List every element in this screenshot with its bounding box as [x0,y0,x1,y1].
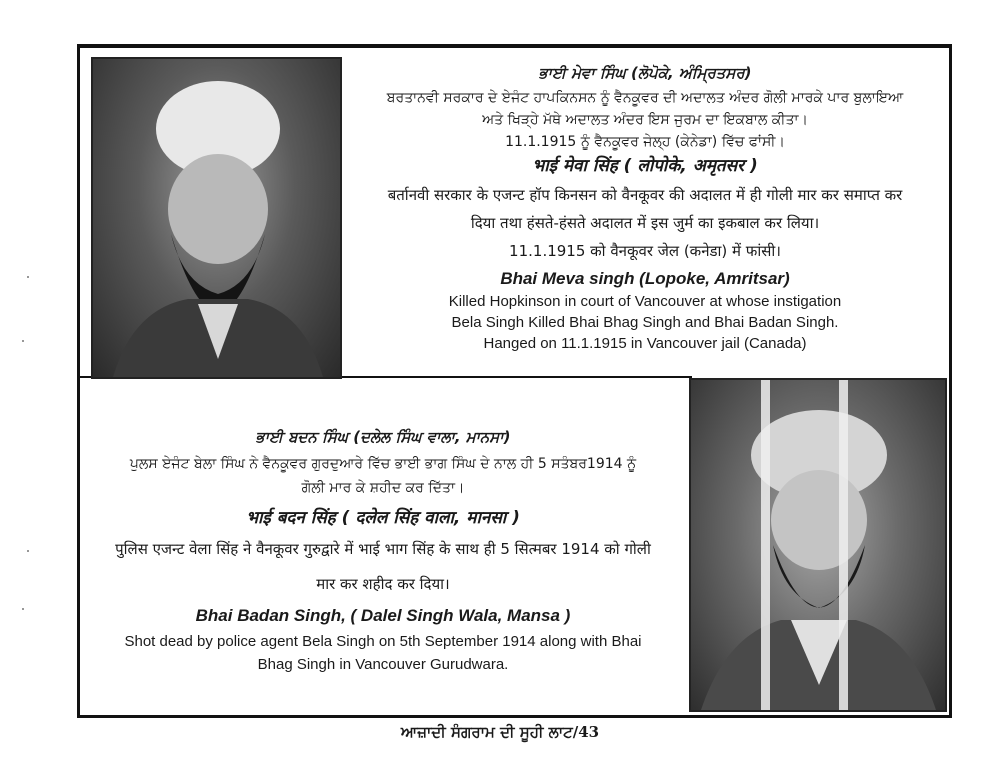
hindi-line-bottom-1: पुलिस एजन्ट वेला सिंह ने वैनकूवर गुरुद्वारे में भाई भाग सिंह के साथ ही 5 सित्मबर 1914 को गोली [115,540,651,558]
hindi-line-top-3: 11.1.1915 को वैनकूवर जेल (कनेडा) में फांसी। [509,242,781,260]
punjabi-title-top: ਭਾਈ ਮੇਵਾ ਸਿੰਘ (ਲੋਪੋਕੇ, ਅੰਮ੍ਰਿਤਸਰ) [538,64,752,82]
page-footer: ਆਜ਼ਾਦੀ ਸੰਗਰਾਮ ਦੀ ਸੂਹੀ ਲਾਟ/43 [400,723,600,741]
scan-speck [22,608,24,610]
english-line-top-1: Killed Hopkinson in court of Vancouver at whose instigation [448,293,842,310]
english-title-bottom: Bhai Badan Singh, ( Dalel Singh Wala, Mansa ) [195,606,571,625]
punjabi-title-bottom: ਭਾਈ ਬਦਨ ਸਿੰਘ (ਦਲੇਲ ਸਿੰਘ ਵਾਲਾ, ਮਾਨਸਾ) [255,428,511,446]
hindi-title-bottom: भाई बदन सिंह ( दलेल सिंह वाला, मानसा ) [246,508,520,528]
hindi-line-top-1: बर्तानवी सरकार के एजन्ट हॉप किनसन को वैनकूवर की अदालत में ही गोली मार कर समाप्त कर [387,186,903,204]
punjabi-line-top-1: ਬਰਤਾਨਵੀ ਸਰਕਾਰ ਦੇ ਏਜੰਟ ਹਾਪਕਿਨਸਨ ਨੂੰ ਵੈਨਕੂਵਰ ਦੀ ਅਦਾਲਤ ਅੰਦਰ ਗੋਲੀ ਮਾਰਕੇ ਪਾਰ ਬੁਲਾਇਆ [386,90,904,106]
punjabi-line-top-2: ਅਤੇ ਖਿੜ੍ਹੇ ਮੱਥੇ ਅਦਾਲਤ ਅੰਦਰ ਇਸ ਜੁਰਮ ਦਾ ਇਕਬਾਲ ਕੀਤਾ। [482,112,808,128]
hindi-line-bottom-2: मार कर शहीद कर दिया। [316,575,450,593]
english-line-bottom-2: Bhag Singh in Vancouver Gurudwara. [257,656,509,673]
scan-speck [27,550,29,552]
punjabi-line-top-3: 11.1.1915 ਨੂੰ ਵੈਨਕੂਵਰ ਜੇਲ੍ਹ (ਕੇਨੇਡਾ) ਵਿੱਚ ਫਾਂਸੀ। [505,134,785,150]
portrait-bhai-meva-singh [91,57,342,379]
english-line-top-2: Bela Singh Killed Bhai Bhag Singh and Bhai Badan Singh. [451,314,839,331]
portrait-bhai-badan-singh [689,378,947,712]
hindi-title-top: भाई मेवा सिंह ( लोपोके, अमृतसर ) [532,156,758,176]
scan-speck [22,340,24,342]
punjabi-line-bottom-1: ਪੁਲਸ ਏਜੰਟ ਬੇਲਾ ਸਿੰਘ ਨੇ ਵੈਨਕੂਵਰ ਗੁਰਦੁਆਰੇ ਵਿੱਚ ਭਾਈ ਭਾਗ ਸਿੰਘ ਦੇ ਨਾਲ ਹੀ 5 ਸਤੰਬਰ1914 ਨੂੰ [129,456,637,472]
english-title-top: Bhai Meva singh (Lopoke, Amritsar) [500,269,790,288]
english-line-top-3: Hanged on 11.1.1915 in Vancouver jail (Canada) [483,335,807,352]
english-line-bottom-1: Shot dead by police agent Bela Singh on 5th September 1914 along with Bhai [124,633,642,650]
punjabi-line-bottom-2: ਗੋਲੀ ਮਾਰ ਕੇ ਸ਼ਹੀਦ ਕਰ ਦਿੱਤਾ। [301,480,465,496]
scan-speck [27,276,29,278]
hindi-line-top-2: दिया तथा हंसते-हंसते अदालत में इस जुर्म का इकबाल कर लिया। [470,214,820,232]
